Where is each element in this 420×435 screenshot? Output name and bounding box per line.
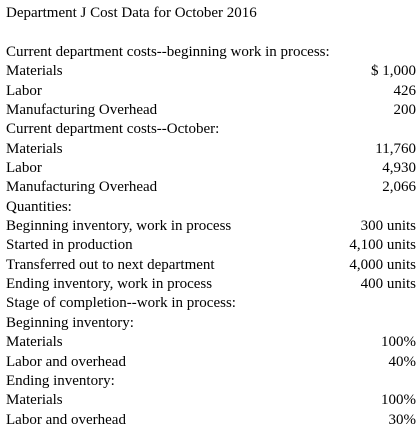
row-label: Beginning inventory: bbox=[6, 314, 134, 331]
row-label: Labor and overhead bbox=[6, 353, 126, 370]
row-label: Materials bbox=[6, 392, 63, 409]
row-value: 300 units bbox=[360, 218, 416, 235]
row-label: Transferred out to next department bbox=[6, 256, 215, 273]
row-label: Manufacturing Overhead bbox=[6, 179, 158, 196]
table-row bbox=[0, 159, 420, 178]
row-value: 2,066 bbox=[382, 179, 416, 196]
row-label: Labor and overhead bbox=[6, 411, 126, 428]
row-label: Materials bbox=[6, 140, 63, 157]
table-row bbox=[0, 198, 420, 217]
table-row bbox=[0, 178, 420, 197]
row-label: Beginning inventory, work in process bbox=[6, 218, 232, 235]
row-value: 400 units bbox=[360, 276, 416, 293]
table-row bbox=[0, 217, 420, 236]
cost-data-table bbox=[0, 43, 420, 430]
table-row bbox=[0, 82, 420, 101]
table-row bbox=[0, 140, 420, 159]
table-row bbox=[0, 411, 420, 430]
row-value: 4,100 units bbox=[349, 237, 416, 254]
row-value: 100% bbox=[381, 334, 416, 351]
table-row bbox=[0, 353, 420, 372]
row-label: Materials bbox=[6, 63, 63, 80]
row-label: Ending inventory, work in process bbox=[6, 276, 213, 293]
table-row bbox=[0, 101, 420, 120]
table-row bbox=[0, 314, 420, 333]
row-label: Started in production bbox=[6, 237, 133, 254]
row-value: 4,000 units bbox=[349, 256, 416, 273]
row-label: Current department costs--beginning work in process: bbox=[6, 44, 330, 60]
table-row bbox=[0, 62, 420, 81]
row-label: Current department costs--October: bbox=[6, 121, 220, 138]
table-row bbox=[0, 391, 420, 410]
row-label: Manufacturing Overhead bbox=[6, 102, 158, 119]
row-label: Quantities: bbox=[6, 198, 72, 215]
table-row bbox=[0, 120, 420, 139]
table-row bbox=[0, 372, 420, 391]
row-value: 4,930 bbox=[382, 160, 416, 177]
table-row bbox=[0, 333, 420, 352]
table-row bbox=[0, 275, 420, 294]
document-title: Department J Cost Data for October 2016 bbox=[6, 5, 257, 21]
row-value: 426 bbox=[393, 82, 416, 99]
row-value: 200 bbox=[393, 102, 416, 119]
row-value: 11,760 bbox=[375, 140, 416, 157]
row-value: 30% bbox=[388, 411, 416, 428]
row-label: Materials bbox=[6, 334, 63, 351]
row-value: $ 1,000 bbox=[371, 63, 416, 80]
row-label: Labor bbox=[6, 82, 42, 99]
row-label: Stage of completion--work in process: bbox=[6, 295, 236, 312]
row-label: Ending inventory: bbox=[6, 372, 115, 389]
table-row bbox=[0, 43, 420, 62]
row-value: 100% bbox=[381, 392, 416, 409]
table-row bbox=[0, 294, 420, 313]
row-value: 40% bbox=[388, 353, 416, 370]
row-label: Labor bbox=[6, 160, 42, 177]
table-row bbox=[0, 256, 420, 275]
table-row bbox=[0, 236, 420, 255]
